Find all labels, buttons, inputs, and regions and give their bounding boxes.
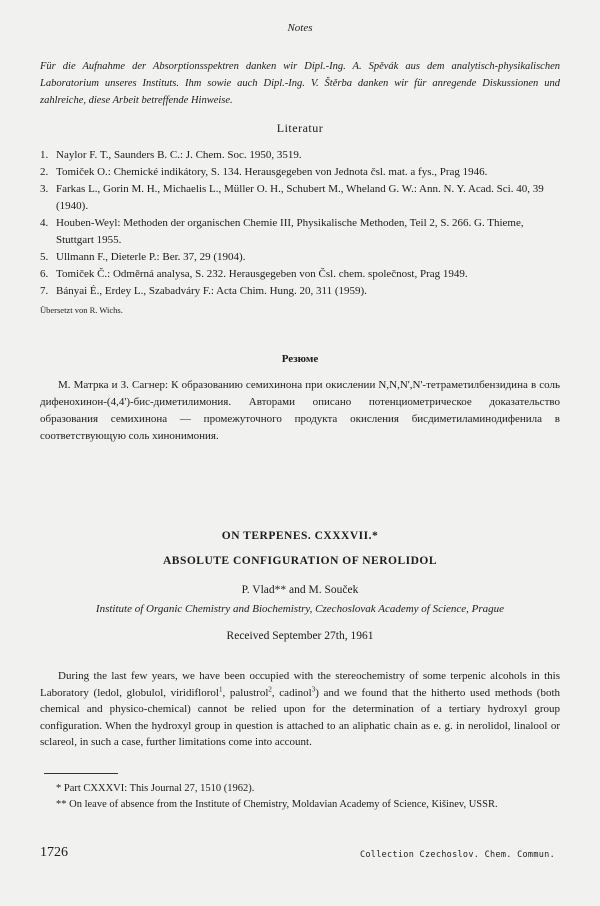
journal-name: Collection Czechoslov. Chem. Commun. <box>359 850 555 860</box>
article-authors: P. Vlad** and M. Souček <box>241 584 359 596</box>
reference-item: 3. Farkas L., Gorin M. H., Michaelis L., Müller O. H., Schubert M., Wheland G. W.: Ann. N. Y. Acad. Sci. 40, 39 (1940). <box>40 183 544 212</box>
translator-credit: Übersetzt von R. Wichs. <box>40 305 123 315</box>
footnote: ** On leave of absence from the Institute of Chemistry, Moldavian Academy of Science, Kišinev, USSR. <box>56 799 498 810</box>
article-title: ABSOLUTE CONFIGURATION OF NEROLIDOL <box>162 555 438 567</box>
reference-list <box>40 147 560 300</box>
acknowledgement: Für die Aufnahme der Absorptionsspektren danken wir Dipl.-Ing. A. Spěvák aus dem analytisch-physikalischen Laboratorium unseres Instituts. Ihm sowie auch Dipl.-Ing. V. Štěrba danken wir für anregende Diskussionen und zahlreiche, diese Arbeit betreffende Hinweise. <box>40 61 560 106</box>
literature-heading: Literatur <box>276 121 324 135</box>
author-institute: Institute of Organic Chemistry and Biochemistry, Czechoslovak Academy of Science, Prague <box>95 603 505 615</box>
reference-item: 5. Ullmann F., Dieterle P.: Ber. 37, 29 (1904). <box>40 251 246 263</box>
reference-item: 1. Naylor F. T., Saunders B. C.: J. Chem. Soc. 1950, 3519. <box>40 149 302 161</box>
reference-item: 2. Tomiček O.: Chemické indikátory, S. 134. Herausgegeben von Jednota čsl. mat. a fys., Prag 1946. <box>40 166 488 178</box>
received-date: Received September 27th, 1961 <box>226 630 374 642</box>
article-body-paragraph: During the last few years, we have been occupied with the stereochemistry of some terpenic alcohols in this Laboratory (ledol, globulol, viridiflorol$^1$, palustrol$^2$, cadinol$^3$) and we found that the hitherto used methods (both chemical and physico-chemical) cannot be relied upon for the determination of a tertiary hydroxyl group configuration. When the hydroxyl group in question is attached to an aliphatic chain as e. g. in nerolidol, linalool or sclareol, in such a case, further limitations come into account. <box>40 670 561 748</box>
footnote: * Part CXXXVI: This Journal 27, 1510 (1962). <box>56 783 255 794</box>
footnotes <box>40 781 560 813</box>
page-number: 1726 <box>40 845 68 860</box>
article-series-title: ON TERPENES. CXXXVII.* <box>221 530 379 542</box>
russian-summary: М. Матрка и З. Сагнер: К образованию семихинона при окислении N,N,N',N'-тетраметилбензидина в соль дифенохинон-(4,4')-бис-диметилимония. Авторами описано потенциометрическое доказательство образования семихинона — промежуточного продукта окисления бисдиметиламинодифенила в соответствующую соль хинонимония. <box>40 379 560 442</box>
reference-item: 6. Tomiček Č.: Odměrná analysa, S. 232. Herausgegeben von Čsl. chem. společnost, Prag 1949. <box>40 268 468 280</box>
running-title: Notes <box>287 22 313 34</box>
reference-item: 7. Bányai É., Erdey L., Szabadváry F.: Acta Chim. Hung. 20, 311 (1959). <box>40 285 367 297</box>
reference-item: 4. Houben-Weyl: Methoden der organischen Chemie III, Physikalische Methoden, Teil 2, S. 266. G. Thieme, Stuttgart 1955. <box>40 217 524 246</box>
russian-summary-heading: Резюме <box>281 353 319 365</box>
footnote-divider <box>44 773 118 774</box>
